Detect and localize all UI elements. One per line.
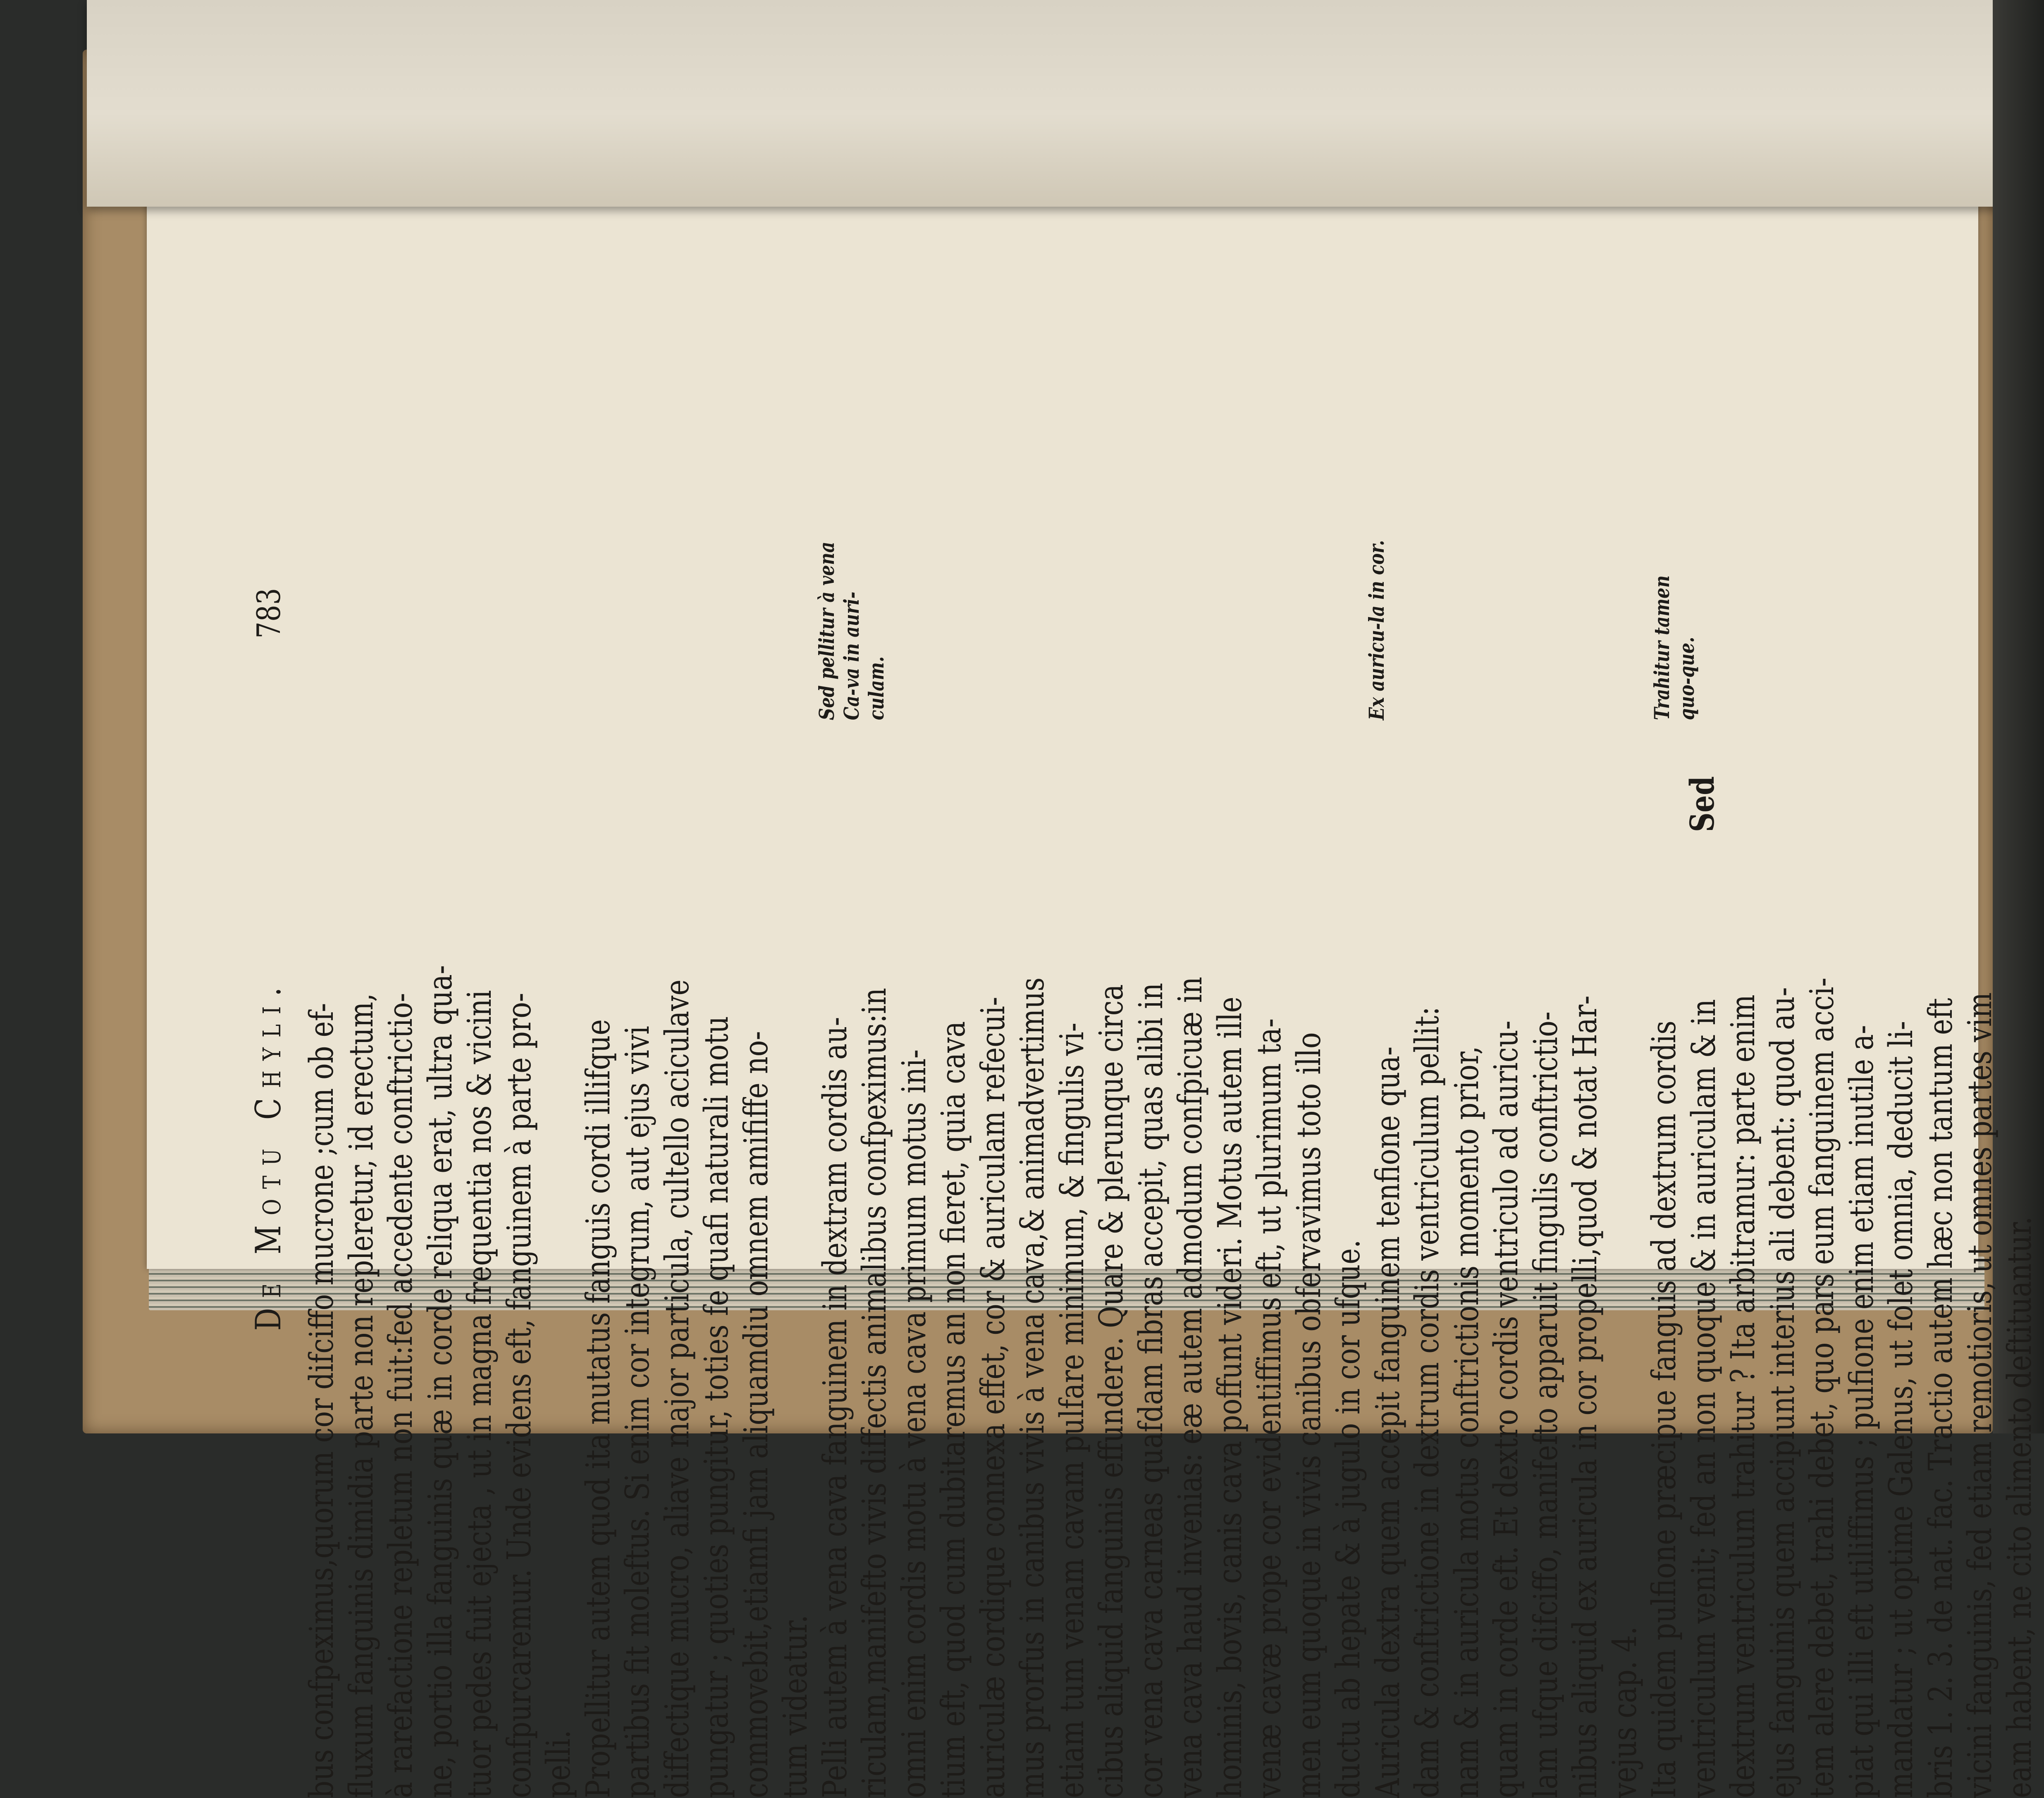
overleaf-line [1236,0,1261,207]
text-line: dam & conftrictione in dextrum cordis ventriculum pellit: [1408,1006,1446,1798]
overleaf-line [1087,0,1112,207]
text-line: ductu ab hepate & à jugulo in cor ufque. [1329,1240,1367,1798]
overleaf-line [1484,0,1509,207]
text-line: vejus cap. 4. [1605,1626,1644,1798]
text-line: confpurcaremur. Unde evidens eft, fanguinem à parte pro- [499,993,538,1798]
text-line: lam ufque difciffo, manifefto apparuit fingulis conftrictio- [1526,1011,1565,1798]
text-line: dextrum ventriculum trahitur ? Ita arbitramur: parte enim [1724,994,1762,1798]
text-line: pelli. [539,1730,578,1798]
overleaf-line [1286,0,1311,207]
text-line: vena cava haud invenias: eæ autem admodum confpicuæ in [1171,976,1209,1798]
text-line: tium eft, quod cum dubitaremus an non fieret, quia cava [934,1021,972,1798]
overleaf-line [1360,0,1385,207]
text-line: partibus fit moleftus. Si enim cor integrum, aut ejus vivi [618,1025,657,1798]
overleaf-line [1013,0,1038,207]
text-line: bris 1. 2. 3. de nat. fac. Tractio autem hæc non tantum eft [1921,998,1960,1798]
text-line: à rarefactione repletum non fuit:fed accedente conftrictio- [381,993,420,1798]
text-line: Ita quidem pulfione præcipue fanguis ad dextrum cordis [1645,1021,1683,1798]
marginal-note: Trahitur tamen quo-que. [1650,575,1699,720]
text-line: auriculæ cordique connexa effet, cor & auriculam refecui- [973,997,1012,1798]
overleaf-line [1335,0,1360,207]
text-line: Propellitur autem quod ita mutatus fanguis cordi illifque [578,1019,617,1798]
text-line: etiam tum venam cavam pulfare minimum, & fingulis vi- [1052,1023,1091,1798]
text-line: Auricula dextra quem accepit fanguinem tenfione qua- [1368,1046,1407,1798]
page-content [240,510,2039,1798]
overleaf-line [1211,0,1236,207]
text-line: tuor pedes fuit ejecta , ut in magna frequentia nos & vicini [460,990,499,1798]
text-line: hominis, bovis, canis cava poffunt videri. Motus autem ille [1210,997,1249,1798]
text-line: fluxum fanguinis dimidia parte non repleretur, id erectum, [341,993,380,1798]
text-line: bus confpeximus,quorum cor difciffo mucrone ;cum ob ef- [302,1003,341,1798]
overleaf-line [1459,0,1484,207]
catchword: Sed [1683,776,1722,832]
text-line: nibus aliquid ex auricula in cor propelli,quod & notat Har- [1566,995,1604,1798]
overleaf-line [1261,0,1286,207]
marginal-note: Sed pellitur à vena Ca-va in auri-culam. [814,541,888,720]
text-line: nam & in auricula motus conftrictionis momento prior, [1447,1046,1486,1798]
overleaf-page [87,0,2038,207]
overleaf-line [1608,0,1633,207]
overleaf-line [1038,0,1063,207]
running-head [240,510,289,1798]
text-line: omni enim cordis motu à vena cava primum motus ini- [894,1049,933,1798]
text-line: mandatur ; ut optime Galenus, ut folet omnia, deducit li- [1882,1021,1920,1798]
text-line: venæ cavæ prope cor evidentiffimus eft, ut plurimum ta- [1250,1018,1288,1798]
text-line: diffectique mucro, aliave major particula, cultello aciculave [657,979,696,1798]
running-title: De Motu Chyli. [248,977,289,1331]
overleaf-line [1633,0,1658,207]
overleaf-line [1162,0,1187,207]
overleaf-line [988,0,1013,207]
text-line: riculam,manifefto vivis diffectis animalibus confpeximus:in [855,987,893,1798]
text-line: ne, portio illa fanguinis quæ in corde reliqua erat, ultra qua- [420,965,459,1798]
overleaf-line [963,0,988,207]
text-line: tem alere debet, trahi debet, quo pars eum fanguinem acci- [1803,978,1841,1798]
overleaf-line [1559,0,1583,207]
page-number: 783 [251,588,288,639]
overleaf-line [1410,0,1435,207]
text-line: piat qui illi eft utiliffimus ; pulfione enim etiam inutile a- [1842,1025,1881,1798]
text-line: commovebit,etiamfi jam aliquamdiu omnem amififfe no- [736,1031,775,1798]
overleaf-line [1583,0,1608,207]
text-line: ventriculum venit; fed an non quoque & in auriculam & in [1684,999,1723,1798]
marginal-note: Ex auricu-la in cor. [1364,540,1389,720]
overleaf-line [1137,0,1162,207]
text-line: quam in corde eft. Et dextro cordis ventriculo ad auricu- [1487,1021,1525,1798]
overleaf-line [1112,0,1137,207]
overleaf-line [1435,0,1459,207]
text-line: tum videatur. [776,1614,814,1798]
text-line: ejus fanguinis quem accipiunt interius ali debent: quod au- [1763,987,1802,1798]
overleaf-line [1385,0,1410,207]
overleaf-line [1187,0,1211,207]
text-line: vicini fanguinis, fed etiam remotioris, ut omnes partes vim [1960,992,1999,1798]
text-line: cor vena cava carneas quafdam fibras accepit, quas alibi in [1131,982,1170,1798]
text-line: Pelli autem à vena cava fanguinem in dextram cordis au- [815,1017,854,1798]
overleaf-line [1509,0,1534,207]
body-text [302,730,2039,1798]
overleaf-text [963,0,1145,207]
overleaf-line [1063,0,1087,207]
overleaf-line [1311,0,1335,207]
text-line: pungatur ; quoties pungitur, toties fe quafi naturali motu [697,1016,735,1798]
overleaf-line [1534,0,1559,207]
text-line: mus prorfus in canibus vivis à vena cava,& animadvertimus [1013,977,1051,1798]
text-line: cibus aliquid fanguinis effundere. Quare & plerunque circa [1092,984,1130,1798]
text-line: eam habent, ne cito alimento deftituantur. [2000,1216,2039,1798]
text-line: men eum quoque in vivis canibus obfervavimus toto illo [1289,1032,1328,1798]
